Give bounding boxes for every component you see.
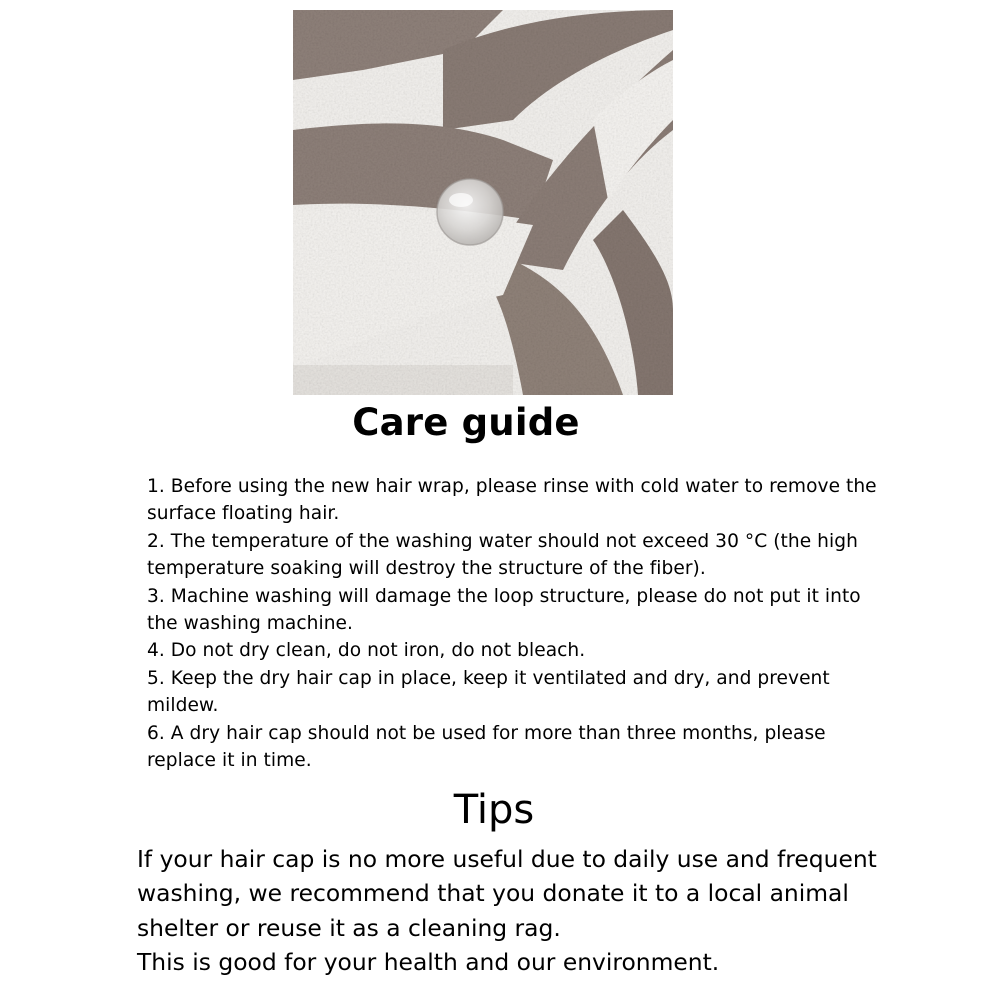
list-item: 2. The temperature of the washing water should not exceed 30 °C (the high temperature soaking will destroy the structure of the fiber). [147,530,858,580]
list-item: 4. Do not dry clean, do not iron, do not bleach. [147,640,586,662]
tips-paragraph: If your hair cap is no more useful due to daily use and frequent washing, we recommend that you donate it to a local animal shelter or reuse it as a cleaning rag. [137,845,877,942]
list-item: 5. Keep the dry hair cap in place, keep it ventilated and dry, and prevent mildew. [147,667,830,717]
tips-text [137,842,937,980]
list-item: 3. Machine washing will damage the loop structure, please do not put it into the washing machine. [147,585,861,635]
towel-photo [293,10,673,395]
care-guide-list [147,473,877,774]
tips-title: Tips [453,787,535,833]
towel-hair-wrap-photo-icon [293,10,673,395]
list-item: 6. A dry hair cap should not be used for more than three months, please replace it in time. [147,722,826,772]
tips-closing: This is good for your health and our environment. [137,948,720,977]
care-guide-title: Care guide [352,401,580,444]
list-item: 1. Before using the new hair wrap, please rinse with cold water to remove the surface floating hair. [147,476,877,525]
